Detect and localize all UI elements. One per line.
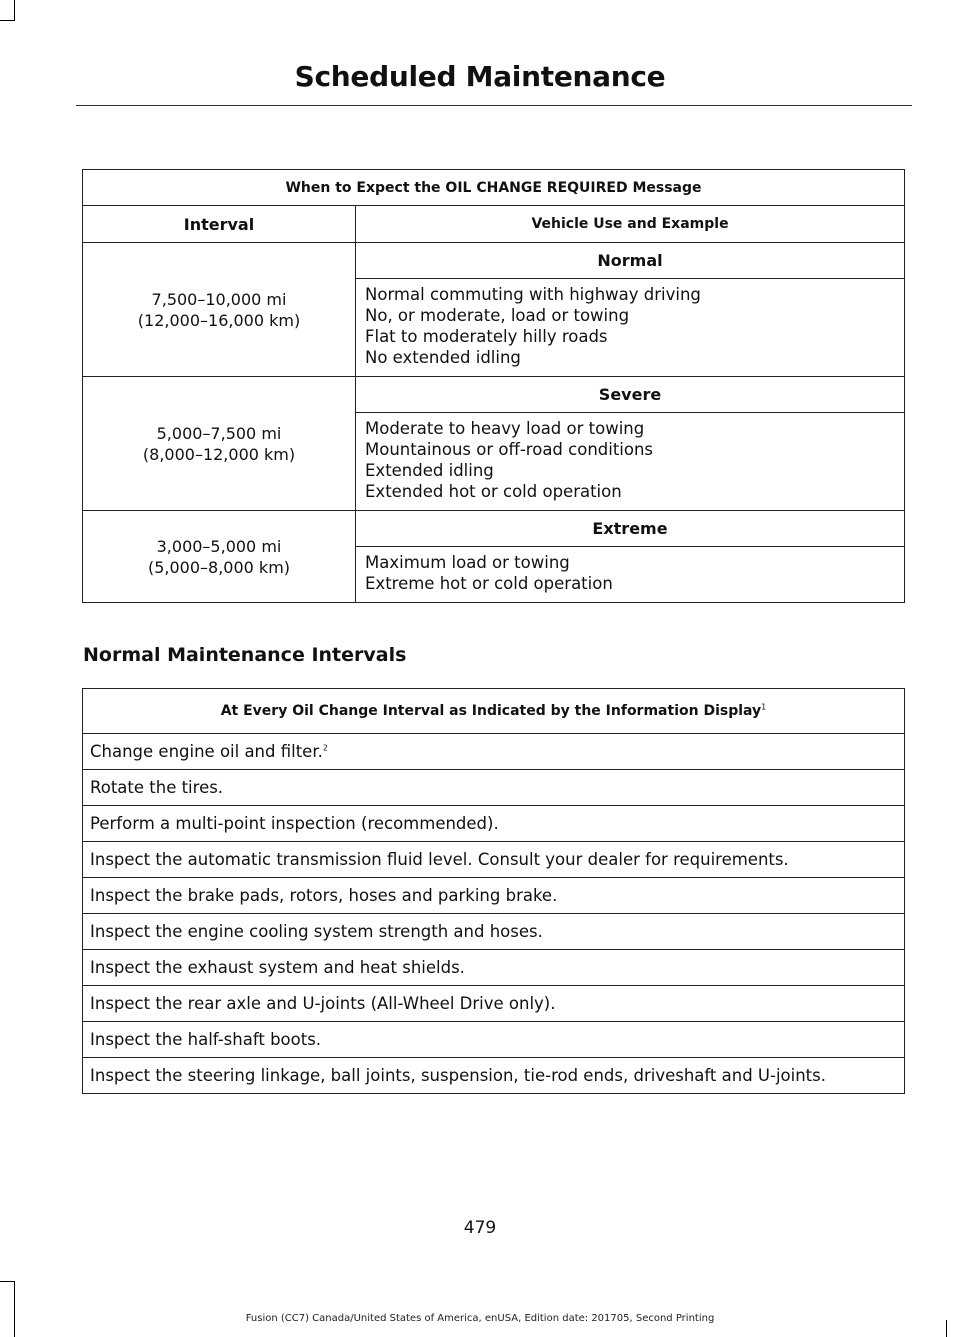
examples-cell — [356, 413, 905, 511]
category-cell: Normal — [356, 243, 905, 279]
crop-mark-top-left-h — [0, 20, 15, 21]
example-line: No extended idling — [365, 348, 521, 367]
table-row — [83, 986, 905, 1022]
maintenance-item-text: Inspect the steering linkage, ball joints, suspension, tie-rod ends, driveshaft and U-joints. — [90, 1066, 826, 1085]
example-line: Mountainous or off-road conditions — [365, 440, 654, 459]
example-line: Maximum load or towing — [365, 553, 570, 572]
maintenance-item-text: Change engine oil and filter. — [90, 742, 323, 761]
page-title: Scheduled Maintenance — [294, 60, 666, 93]
category-cell: Extreme — [356, 511, 905, 547]
example-line: Normal commuting with highway driving — [365, 285, 701, 304]
example-line: No, or moderate, load or towing — [365, 306, 630, 325]
maintenance-item — [83, 1022, 905, 1058]
interval-line: (5,000–8,000 km) — [147, 557, 291, 577]
example-line: Moderate to heavy load or towing — [365, 419, 645, 438]
maintenance-item-text: Inspect the half-shaft boots. — [90, 1030, 322, 1049]
interval-line: 5,000–7,500 mi — [156, 423, 282, 443]
interval-line: 7,500–10,000 mi — [151, 289, 287, 309]
maintenance-item — [83, 986, 905, 1022]
maintenance-table-body — [83, 734, 905, 1094]
page-footer: Fusion (CC7) Canada/United States of America, enUSA, Edition date: 201705, Second Printing — [245, 1313, 715, 1324]
maintenance-table-header — [83, 689, 905, 734]
maintenance-item — [83, 950, 905, 986]
maintenance-item — [83, 878, 905, 914]
maintenance-item — [83, 842, 905, 878]
table-row — [83, 878, 905, 914]
oil-row-category — [83, 243, 905, 279]
maintenance-item — [83, 806, 905, 842]
maintenance-item-text: Rotate the tires. — [90, 778, 224, 797]
maintenance-header-text: At Every Oil Change Interval as Indicated by the Information Display — [220, 703, 762, 719]
footnote-marker: 2 — [322, 743, 328, 753]
example-line: Flat to moderately hilly roads — [365, 327, 608, 346]
maintenance-item — [83, 914, 905, 950]
table-row — [83, 806, 905, 842]
interval-line: (8,000–12,000 km) — [142, 444, 296, 464]
oil-change-table — [82, 169, 905, 603]
oil-table-body — [83, 243, 905, 603]
interval-cell — [83, 511, 356, 603]
example-line: Extreme hot or cold operation — [365, 574, 613, 593]
footnote-marker: 1 — [761, 702, 767, 712]
category-cell: Severe — [356, 377, 905, 413]
maintenance-item-text: Inspect the brake pads, rotors, hoses and parking brake. — [90, 886, 558, 905]
maintenance-item-text: Inspect the exhaust system and heat shields. — [90, 958, 465, 977]
example-line: Extended hot or cold operation — [365, 482, 622, 501]
table-row — [83, 1058, 905, 1094]
table-row — [83, 842, 905, 878]
title-divider — [76, 105, 912, 106]
interval-cell — [83, 243, 356, 377]
crop-mark-bottom-left — [14, 1281, 15, 1337]
interval-line: (12,000–16,000 km) — [137, 310, 301, 330]
column-header-interval: Interval — [83, 206, 356, 243]
oil-row-category — [83, 377, 905, 413]
maintenance-item-text: Perform a multi-point inspection (recommended). — [90, 814, 499, 833]
page-number: 479 — [463, 1218, 497, 1238]
table-row — [83, 950, 905, 986]
table-row — [83, 770, 905, 806]
maintenance-item — [83, 734, 905, 770]
oil-table-caption: When to Expect the OIL CHANGE REQUIRED Message — [83, 170, 905, 206]
maintenance-item-text: Inspect the rear axle and U-joints (All-Wheel Drive only). — [90, 994, 556, 1013]
crop-mark-top-left — [14, 0, 15, 20]
table-row — [83, 1022, 905, 1058]
crop-mark-bottom-left-h — [0, 1281, 15, 1282]
column-header-vehicle-use: Vehicle Use and Example — [356, 206, 905, 243]
oil-row-category — [83, 511, 905, 547]
example-line: Extended idling — [365, 461, 494, 480]
maintenance-table — [82, 688, 905, 1094]
section-heading: Normal Maintenance Intervals — [83, 644, 407, 666]
maintenance-item — [83, 1058, 905, 1094]
maintenance-item-text: Inspect the engine cooling system strength and hoses. — [90, 922, 543, 941]
maintenance-item — [83, 770, 905, 806]
maintenance-item-text: Inspect the automatic transmission fluid level. Consult your dealer for requirements. — [90, 850, 789, 869]
table-row — [83, 734, 905, 770]
interval-line: 3,000–5,000 mi — [156, 536, 282, 556]
interval-cell — [83, 377, 356, 511]
examples-cell — [356, 279, 905, 377]
examples-cell — [356, 547, 905, 603]
table-row — [83, 914, 905, 950]
